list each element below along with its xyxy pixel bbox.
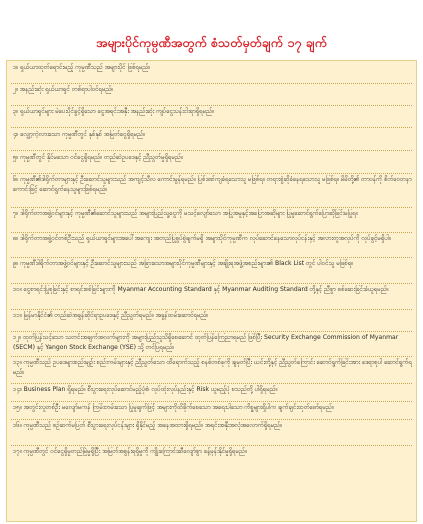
- criterion-8: ၈။ ဒါရိုက်တာအဖွဲ့ဝင်တစ်ဦးသည် ရှယ်ယာရှင်များအပေါ်အကျေး အတည်ပြုစွပ်စွဲချက်မရှိ အများပိုင်ကုမ္ပဏီက လုပ်ဆောင်နေသောလုပ်ငန်းနှင့် အလားတူအလုပ်ကို လုပ်ခွင့်မရှိပါ။: [13, 235, 391, 242]
- criterion-15: ၁၅။ အတွင်းလူတစ်ဦး မလျော်မကန် ကြမ်းတမ်းသော ပြုမူချက်ဖြင့် အများကိုထိခိုက်စေသော အရေးပါသော ကိစ္စများရှိပါက ချက်ချင်းထုတ်ဖော်ရမည်။: [13, 404, 334, 411]
- criterion-10: ၁၀။ ငွေစာရင်းပြုစုခြင်းနှင့် စာရင်းစစ်ခြင်းများကို Myanmar Accounting Standard နှင့် Myanmar Auditing Standard တို့နှင့် ညီစွာ စစ်ဆေးခြင်းခံယူရမည်။: [13, 286, 389, 293]
- separator: [11, 127, 412, 128]
- criterion-13: ၁၃။ ကုမ္ပဏီသည် ဥပဒေများစည်းမျဉ်း စည်းကမ်းများနှင့် ညီညွတ်သော ထိရောက်သည့် စနစ်တစ်ခုကို ချမှတ်ပြီး ယင်းတို့နှင့် ညီညွတ်ကြောင်း ဆောင်ရွက်ခြင်းအား ဒေရာစုပါ ဆောင်ရွက်ရမည်။: [13, 359, 412, 377]
- separator: [11, 257, 412, 258]
- criterion-7: ၇။ ဒါရိုက်တာအဖွဲ့ဝင်များနှင့် ကုမ္ပဏီ၏ဆောင်သူများသည် အများပြည်သူ့ငွေကို မသင့်လျော်သော အပြုအမူနှင့်အပြောအဆိုများ ပြုမူဆောင်ရွက်ပြောဆိုခြင်းမပြုရ။: [13, 210, 358, 217]
- separator: [11, 356, 412, 357]
- separator: [11, 331, 412, 332]
- separator: [11, 309, 412, 310]
- page-title: အများပိုင်ကုမ္ပဏီအတွက် စံသတ်မှတ်ချက် ၁၇ ချက်: [95, 34, 327, 50]
- separator: [11, 232, 412, 233]
- criterion-17: ၁၇။ ကုမ္ပဏီတွင် ဝင်ငွေရှိမှုတည်မြဲမှုရှိပြီး အမြတ်အစွန်းရရှိမှုကို ကျိုးကြောင်းဆီလျော်စွာ ခန့်မှန်းနိုင်မှုရှိရမည်။: [13, 448, 247, 455]
- criterion-11: ၁၁။ မြန်မာနိုင်ငံ၏ တည်ဆဲအခွန်ဆိုင်ရာဥပဒေနှင့် ညီညွတ်ရမည်။ အခွန်ထမ်းဆောင်ရမည်။: [13, 312, 209, 319]
- separator: [11, 150, 412, 151]
- separator: [11, 401, 412, 402]
- criterion-6: ၆။ ကုမ္ပဏီ၏ဒါရိုက်တာများနှင့် ဦးဆောင်သူများသည် အကျင့်သီလ ကောင်းမွန်ရမည်။ ပြစ်ဒဏ်ကျခံရသောသူ မဖြစ်ရ။ တရားစွဲဆိုခံနေရသောသူ မဖြစ်ရ။ မိမိတို့၏ တာဝန်ကို စိတ်ဝေတနာကောင်းဖြင့် ဆောင်ရွက်နေသူများဖြစ်ရမည်။: [13, 176, 412, 194]
- criterion-9: ၉။ ကုမ္ပဏီဒါရိုက်တာအဖွဲ့ဝင်များနှင့် ဦးဆောင်သူများသည် အခြားသောအများပိုင်ကုမ္ပဏီများနှင့် အချိုးရအဖွဲ့အစည်းများ၏ Black List တွင် ပါဝင်သူ မဖြစ်ရ။: [13, 260, 354, 267]
- criterion-16: ၁၆။ ကုမ္ပဏီသည် စဉ်ဆက်မပြတ် စီးပွားရေးလုပ်ငန်းများ ရှိနိုင်မည့် အနေအထားရှိရမည်။ အရင်းအနှီးအလုံအလောက်ရှိရမည်။: [13, 422, 283, 429]
- separator: [11, 105, 412, 106]
- separator: [11, 83, 412, 84]
- criterion-1: ၁။ ရှယ်ယာထုတ်ရောင်းမည့် ကုမ္ပဏီသည် အများပိုင် ဖြစ်ရမည်။: [13, 64, 151, 71]
- header-banner: [6, 30, 417, 58]
- separator: [11, 419, 412, 420]
- criterion-14: ၁၄။ Business Plan ရှိရမည်။ စီးပွားရေးလုပ်ဆောင်မည့်ပုံစံ၊ လုပ်ထုံးလုပ်နည်းနှင့် Risk ယူမည့်ပုံ စသည်တို့ ပါရှိရမည်။: [13, 386, 278, 393]
- criterion-5: ၅။ ကုမ္ပဏီတွင် နိုင်မသော ဝင်ငွေရှိရမည်။ တည်ဆဲဥပဒေနှင့် ညီညွတ်မှုရှိရမည်။: [13, 154, 183, 161]
- criteria-panel: [6, 60, 417, 522]
- criterion-3: ၃။ ရှယ်ယာရှင်များ မဲပေးပိုင်ခွင့်ရှိသော ငွေအရင်းအနှီး အနည်းဆုံး ကျပ်ငွေသန်းငါးရာရှိရမည်။: [13, 108, 214, 115]
- criterion-12: ၁၂။ ထုတ်ပြန်သင့်သော သတင်းအချက်အလက်များကို အများပြည်သူသိရှိစေဆောင် ထုတ်ပြန်ကြေညာရမည် ဖြစ်ပြီး Security Exchange Commission of Myanmar (SECM) နှင့် Yangon Stock Exchange (YSE) သို့ တင်ပြရမည်။: [13, 334, 399, 352]
- criterion-2: ၂။ အနည်းဆုံး ရှယ်ယာရှင် တစ်ရာပါဝင်ရမည်။: [13, 86, 114, 93]
- separator: [11, 283, 412, 284]
- separator: [11, 173, 412, 174]
- criterion-4: ၄။ လျှော့ကဲ့လားသော ကုမ္ပဏီတွင် နှစ်နှစ် အမြတ်ငွေရှိရမည်။: [13, 131, 145, 138]
- separator: [11, 207, 412, 208]
- separator: [11, 445, 412, 446]
- separator: [11, 383, 412, 384]
